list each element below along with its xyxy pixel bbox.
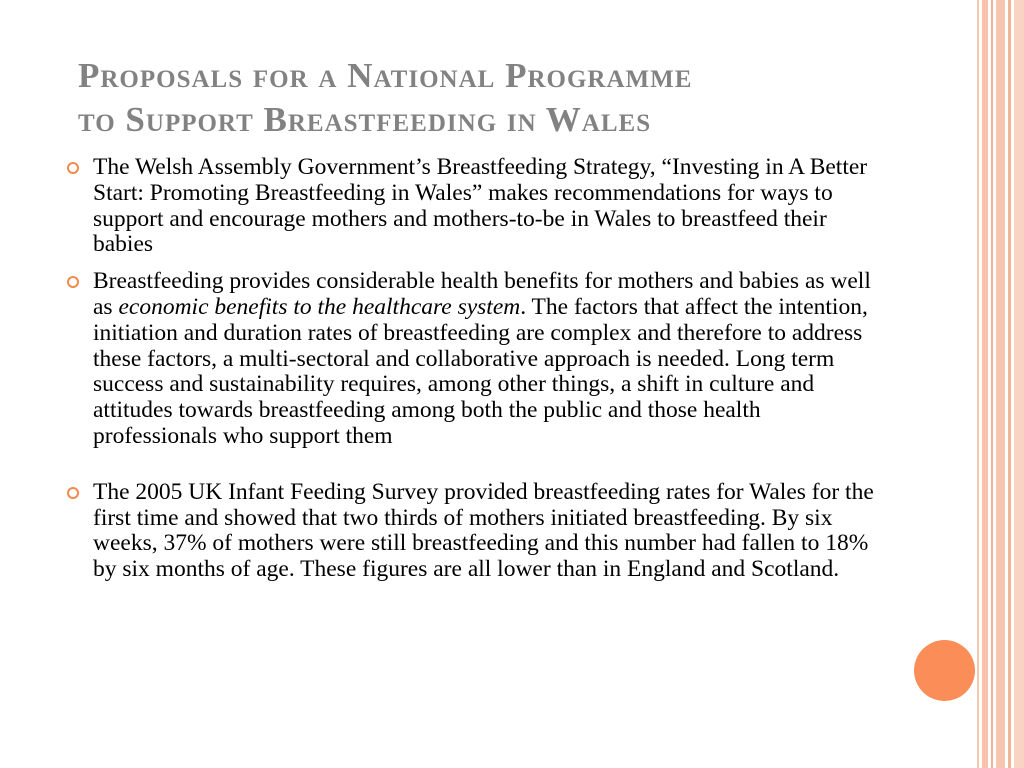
decorative-circle-icon [914, 640, 975, 701]
bullet-text-part: Breastfeeding provides considerable health benefits for mothers and babies as well as [93, 268, 871, 320]
bullet-text-italic: economic benefits to the healthcare system [118, 293, 521, 320]
bullet-text: The Welsh Assembly Government’s Breastfeeding Strategy, “Investing in A Better Start: Promoting Breastfeeding in Wales” makes recommendations for ways to support and encourage mothers and mothers-to-be in Wales to breastfeed their babies [93, 154, 868, 258]
border-stripe [1014, 0, 1024, 768]
bullet-text [93, 268, 871, 449]
bullet-item [66, 155, 886, 258]
bullet-circle-icon [67, 487, 79, 499]
slide-title-line-1: Proposals for a National Programme [78, 56, 693, 95]
slide-title [78, 54, 958, 142]
border-stripe [982, 0, 988, 768]
border-stripe [1008, 0, 1011, 768]
bullet-text-part: . The factors that affect the intention, initiation and duration rates of breastfeeding are complex and therefore to address these factors, a multi-sectoral and collaborative approach is needed. Long term success and sustainability requires, among other things, a shift in culture and attitudes towards breastfeeding among both the public and those health professionals who support them [93, 293, 868, 449]
bullet-list [66, 155, 886, 594]
bullet-item [66, 480, 886, 583]
bullet-item [66, 269, 886, 450]
border-stripe [996, 0, 1005, 768]
border-stripe [977, 0, 979, 768]
border-stripe [991, 0, 993, 768]
bullet-circle-icon [67, 276, 79, 288]
slide-title-line-2: to Support Breastfeeding in Wales [78, 100, 652, 139]
bullet-text: The 2005 UK Infant Feeding Survey provided breastfeeding rates for Wales for the first time and showed that two thirds of mothers initiated breastfeeding. By six weeks, 37% of mothers were still breastfeeding and this number had fallen to 18% by six months of age. These figures are all lower than in England and Scotland. [93, 478, 874, 583]
bullet-circle-icon [67, 162, 79, 174]
